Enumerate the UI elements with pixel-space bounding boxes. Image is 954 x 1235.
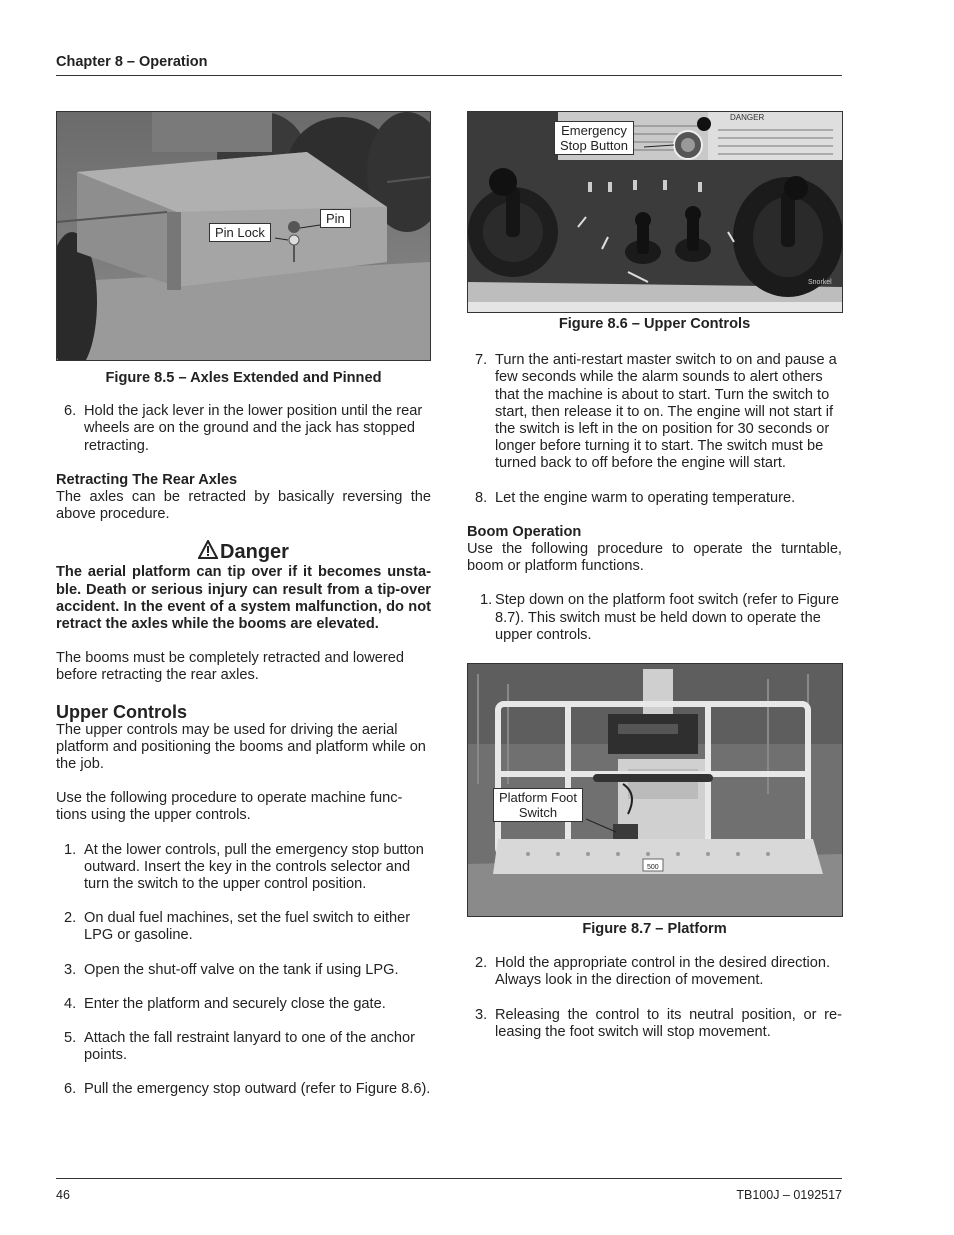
list-item: 7. Turn the anti-restart master switch to on and pause a few seconds while the alarm sounds to alert others that the machine is about to start. Turn the switch to start, then release it to on. The engine will not start if the switch is left in the on position for 30 seconds or longer before turning it to start. The switch must be turned back to off before the engine will start. xyxy=(475,352,837,472)
subheading-retracting: Retracting The Rear Axles xyxy=(56,471,238,488)
page-number: 46 xyxy=(56,1188,70,1202)
section-heading-upper-controls: Upper Controls xyxy=(56,701,188,722)
paragraph-booms: The booms must be completely retracted and lowered before retracting the rear axles. xyxy=(56,650,404,684)
callout-emergency-stop: Emergency Stop Button xyxy=(554,121,634,155)
figure-8-7-caption: Figure 8.7 – Platform xyxy=(582,921,727,938)
footer-rule xyxy=(56,1178,842,1179)
figure-8-6-caption: Figure 8.6 – Upper Controls xyxy=(558,316,751,332)
svg-text:500: 500 xyxy=(647,864,659,872)
danger-text: The aerial platform can tip over if it becomes unsta-ble. Death or serious injury can result from a tip-over accident. In the event of a system malfunction, do not retract the axles while the booms are elevated. xyxy=(56,564,431,633)
danger-heading: Danger xyxy=(56,540,431,564)
figure-8-6-photo xyxy=(467,111,843,313)
header-rule xyxy=(56,75,842,76)
paragraph-upper-controls: The upper controls may be used for driving the aerial platform and positioning the booms and platform while on the job. xyxy=(56,721,426,773)
list-item: 8. Let the engine warm to operating temperature. xyxy=(475,489,796,506)
paragraph-retracting: The axles can be retracted by basically reversing the above procedure. xyxy=(56,489,431,523)
figure-8-5-caption: Figure 8.5 – Axles Extended and Pinned xyxy=(105,370,382,386)
svg-text:Snorkel: Snorkel xyxy=(808,279,832,286)
list-item: 2. Hold the appropriate control in the desired direction. Always look in the direction of movement. xyxy=(475,955,831,989)
callout-platform-foot-switch: Platform Foot Switch xyxy=(493,788,583,822)
figure-8-7-photo xyxy=(467,663,843,917)
list-item: 4. Enter the platform and securely close the gate. xyxy=(64,995,386,1012)
list-item: 1. Step down on the platform foot switch (refer to Figure 8.7). This switch must be held down to operate the upper controls. xyxy=(480,592,839,643)
list-item: 5. Attach the fall restraint lanyard to one of the anchor points. xyxy=(64,1030,415,1064)
document-number: TB100J – 0192517 xyxy=(736,1188,842,1202)
paragraph-procedure: Use the following procedure to operate machine func-tions using the upper controls. xyxy=(56,790,403,824)
svg-text:DANGER: DANGER xyxy=(730,113,765,122)
left-column xyxy=(56,111,431,1099)
callout-pin-lock: Pin Lock xyxy=(209,223,271,242)
list-item: 1. At the lower controls, pull the emergency stop button outward. Insert the key in the controls selector and turn the switch to the upper control position. xyxy=(64,841,424,893)
chapter-title: Chapter 8 – Operation xyxy=(56,54,208,70)
warning-triangle-icon xyxy=(198,540,218,564)
list-item: 6. Pull the emergency stop outward (refer to Figure 8.6). xyxy=(64,1081,431,1098)
upper-controls-steps xyxy=(56,842,431,1099)
figure-8-5-photo xyxy=(56,111,431,361)
right-column xyxy=(467,111,842,1041)
subheading-boom-operation: Boom Operation xyxy=(467,523,582,540)
list-item: 3. Releasing the control to its neutral position, or re-leasing the foot switch will stop movement. xyxy=(475,1006,842,1040)
list-item: 3. Open the shut-off valve on the tank if using LPG. xyxy=(64,961,399,978)
paragraph-boom-operation: Use the following procedure to operate the turntable, boom or platform functions. xyxy=(467,541,842,575)
list-item: 6. Hold the jack lever in the lower position until the rear wheels are on the ground and the jack has stopped retracting. xyxy=(64,403,423,454)
list-item: 2. On dual fuel machines, set the fuel switch to either LPG or gasoline. xyxy=(64,910,411,944)
callout-pin: Pin xyxy=(320,209,351,228)
